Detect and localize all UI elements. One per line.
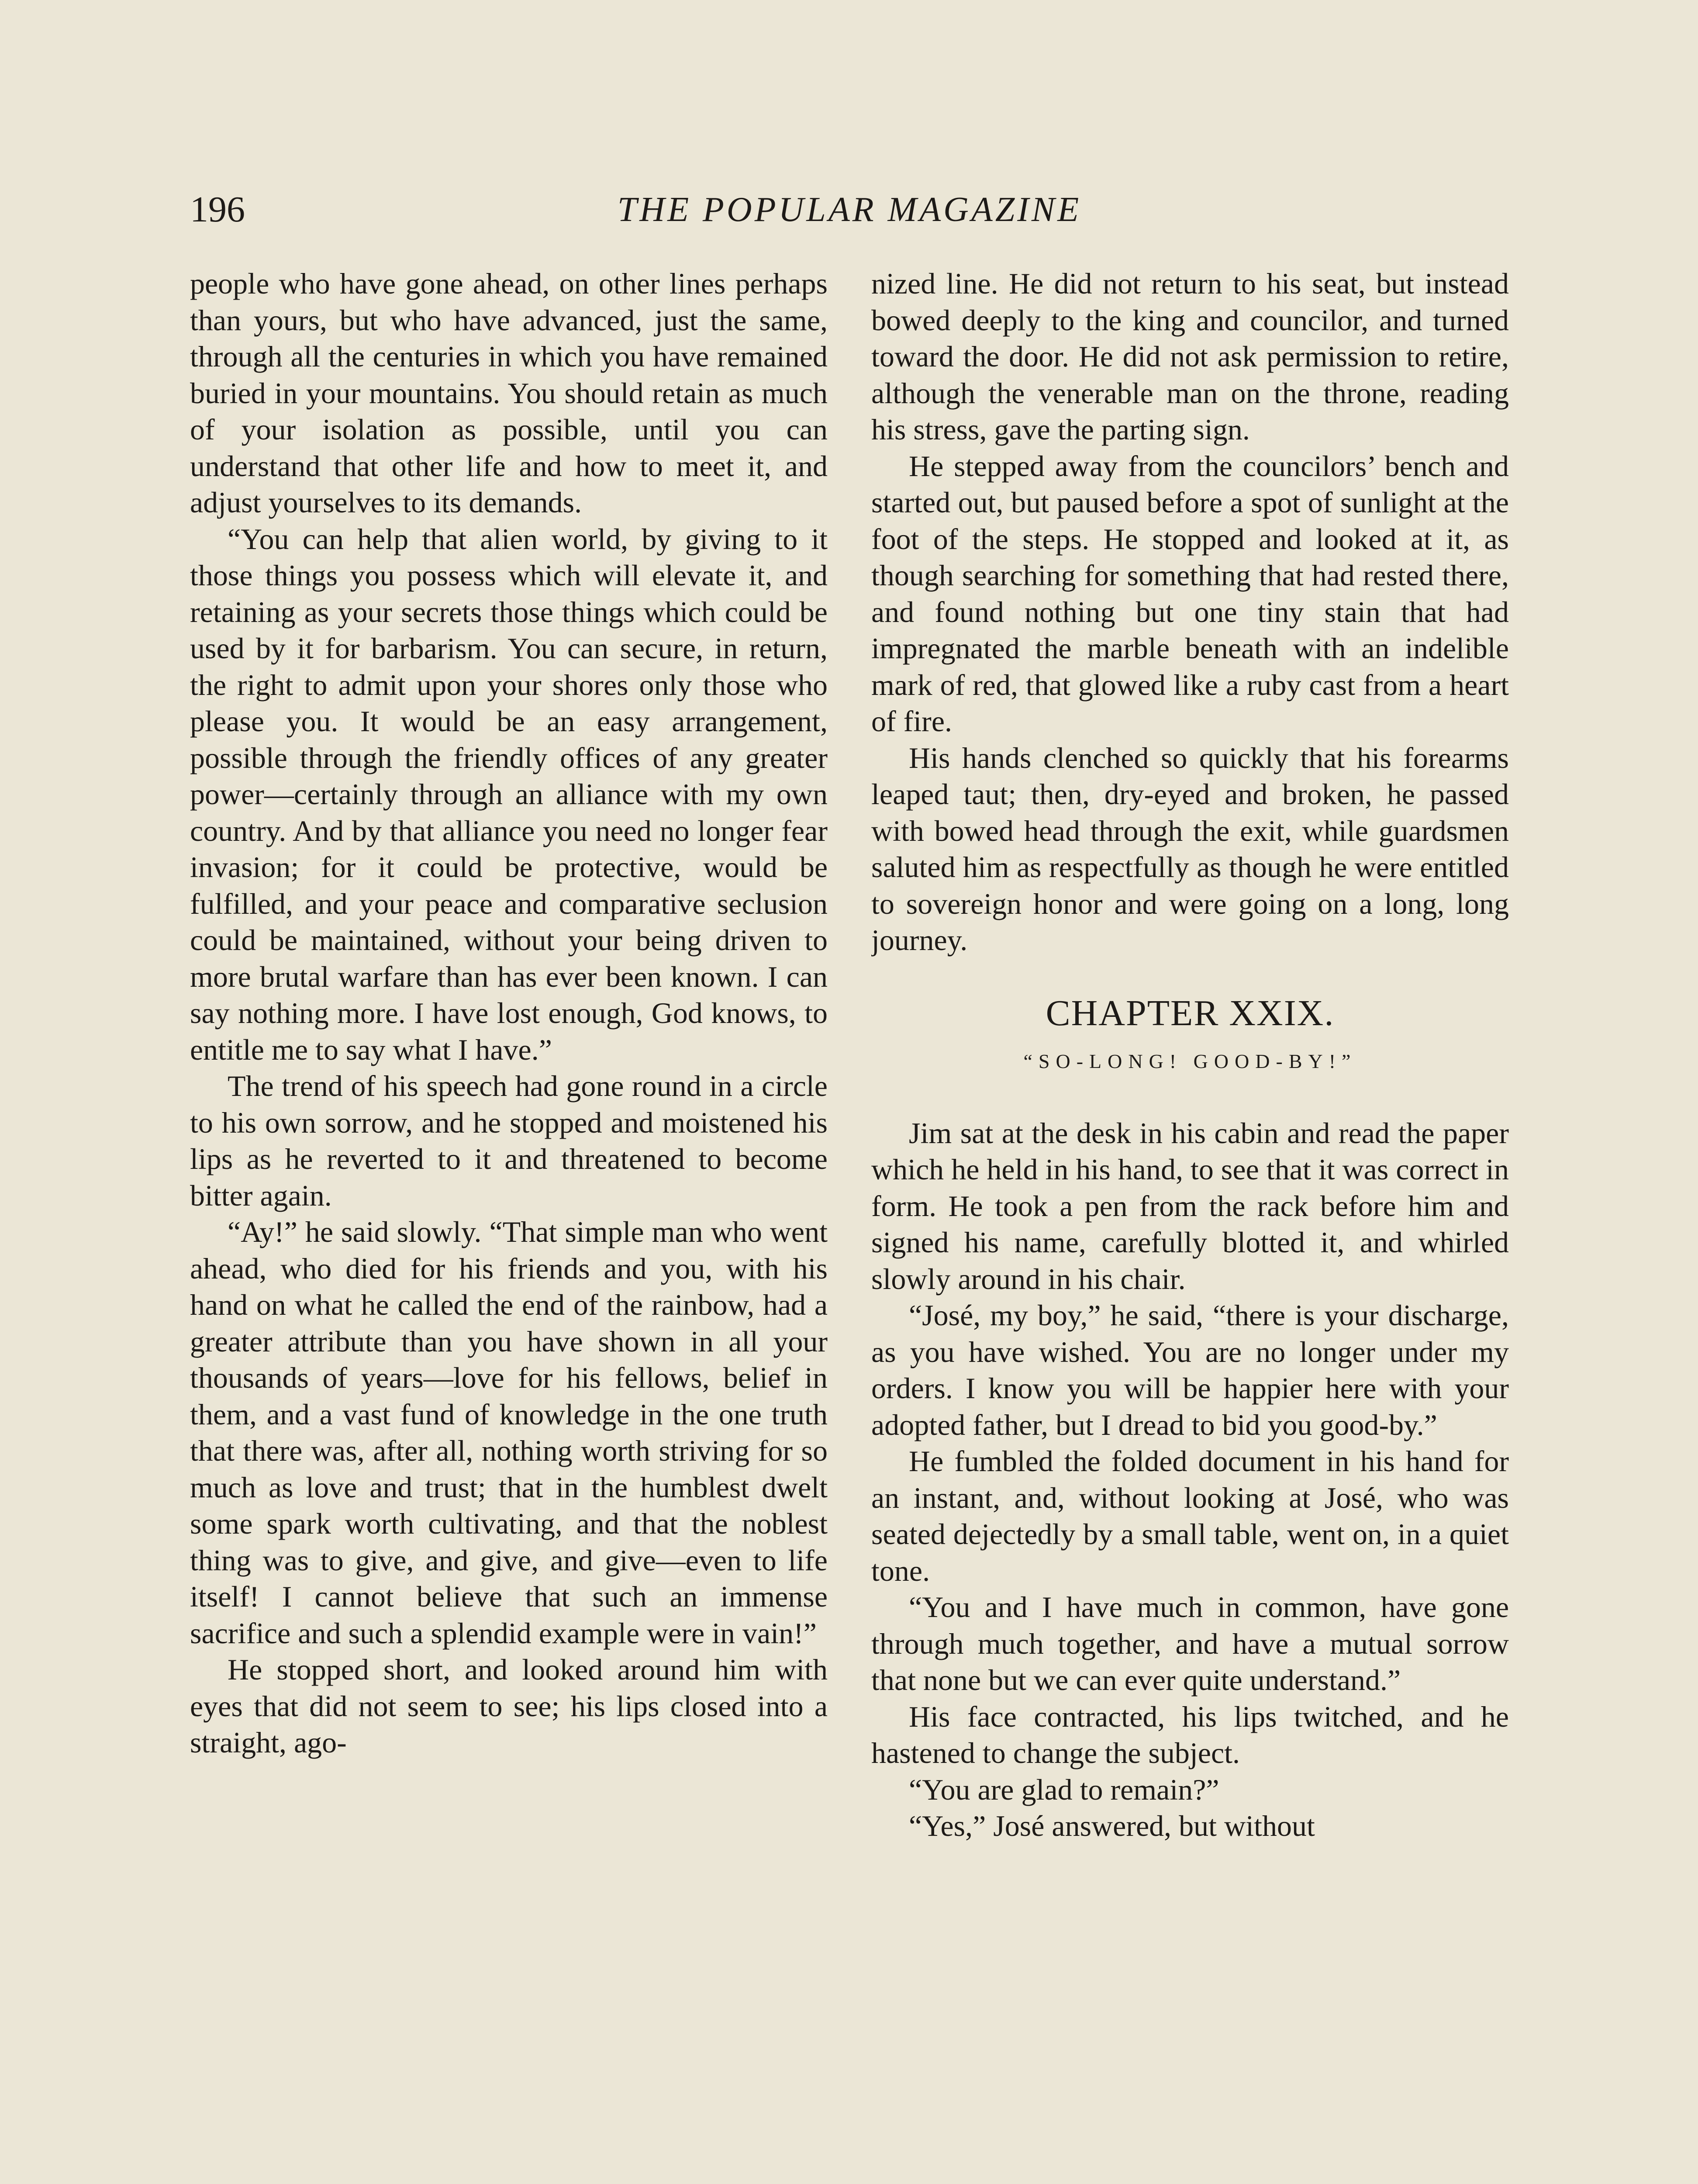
- running-head: THE POPULAR MAGAZINE: [617, 190, 1082, 229]
- paragraph: “You and I have much in common, have gone through much together, and have a mutual sorrow that none but we can ever quite understand.”: [871, 1590, 1509, 1697]
- paragraph: people who have gone ahead, on other lines perhaps than yours, but who have advanced, just the same, through all the centuries in which you have remained buried in your mountains. You should retain as much of your isolation as possible, until you can understand that other life and how to meet it, and adjust yourselves to its demands.: [190, 267, 828, 519]
- paragraph: “You can help that alien world, by giving to it those things you possess which will elevate it, and retaining as your secrets those things which could be used by it for barbarism. You can secure, in return, the right to admit upon your shores only those who please you. It would be an easy arrangement, possible through the friendly offices of any greater power—certainly through an alliance with my own country. And by that alliance you need no longer fear invasion; for it could be protective, would be fulfilled, and your peace and comparative seclusion could be maintained, without your being driven to more brutal warfare than has ever been known. I can say nothing more. I have lost enough, God knows, to entitle me to say what I have.”: [190, 522, 828, 1066]
- paragraph: “Yes,” José answered, but without: [909, 1809, 1315, 1842]
- paragraph: nized line. He did not return to his seat, but instead bowed deeply to the king and councilor, and turned toward the door. He did not ask permission to retire, although the venerable man on the throne, reading his stress, gave the parting sign.: [871, 267, 1509, 446]
- paragraph: He stopped short, and looked around him with eyes that did not seem to see; his lips closed into a straight, ago-: [190, 1653, 828, 1759]
- left-text-column: [190, 266, 828, 2184]
- paragraph: He fumbled the folded document in his hand for an instant, and, without looking at José, who was seated dejectedly by a small table, went on, in a quiet tone.: [871, 1444, 1509, 1587]
- paragraph: Jim sat at the desk in his cabin and read the paper which he held in his hand, to see that it was correct in form. He took a pen from the rack before him and signed his name, carefully blotted it, and whirled slowly around in his chair.: [871, 1116, 1509, 1296]
- chapter-heading: CHAPTER XXIX.: [1046, 992, 1335, 1033]
- chapter-subtitle: “SO-LONG! GOOD-BY!”: [1023, 1050, 1357, 1072]
- paragraph: The trend of his speech had gone round in a circle to his own sorrow, and he stopped and moistened his lips as he reverted to it and threatened to become bitter again.: [190, 1069, 828, 1212]
- paragraph: “You are glad to remain?”: [909, 1773, 1219, 1806]
- paragraph: His hands clenched so quickly that his forearms leaped taut; then, dry-eyed and broken, he passed with bowed head through the exit, while guardsmen saluted him as respectfully as though he were entitled to sovereign honor and were going on a long, long journey.: [871, 741, 1509, 957]
- paragraph: “José, my boy,” he said, “there is your discharge, as you have wished. You are no longer under my orders. I know you will be happier here with your adopted father, but I dread to bid you good-by.”: [871, 1299, 1509, 1441]
- page-number: 196: [190, 189, 245, 230]
- right-text-column: [871, 266, 1509, 2184]
- paragraph: “Ay!” he said slowly. “That simple man who went ahead, who died for his friends and you, with his hand on what he called the end of the rainbow, had a greater attribute than you have shown in all your thousands of years—love for his fellows, belief in them, and a vast fund of knowledge in the one truth that there was, after all, nothing worth striving for so much as love and trust; that in the humblest dwelt some spark worth cultivating, and that the noblest thing was to give, and give, and give—even to life itself! I cannot believe that such an immense sacrifice and such a splendid example were in vain!”: [190, 1215, 828, 1650]
- page-header: [190, 186, 1509, 234]
- paragraph: His face contracted, his lips twitched, and he hastened to change the subject.: [871, 1700, 1509, 1769]
- paragraph: He stepped away from the councilors’ bench and started out, but paused before a spot of sunlight at the foot of the steps. He stopped and looked at it, as though searching for something that had rested there, and found nothing but one tiny stain that had impregnated the marble beneath with an indelible mark of red, that glowed like a ruby cast from a heart of fire.: [871, 449, 1509, 738]
